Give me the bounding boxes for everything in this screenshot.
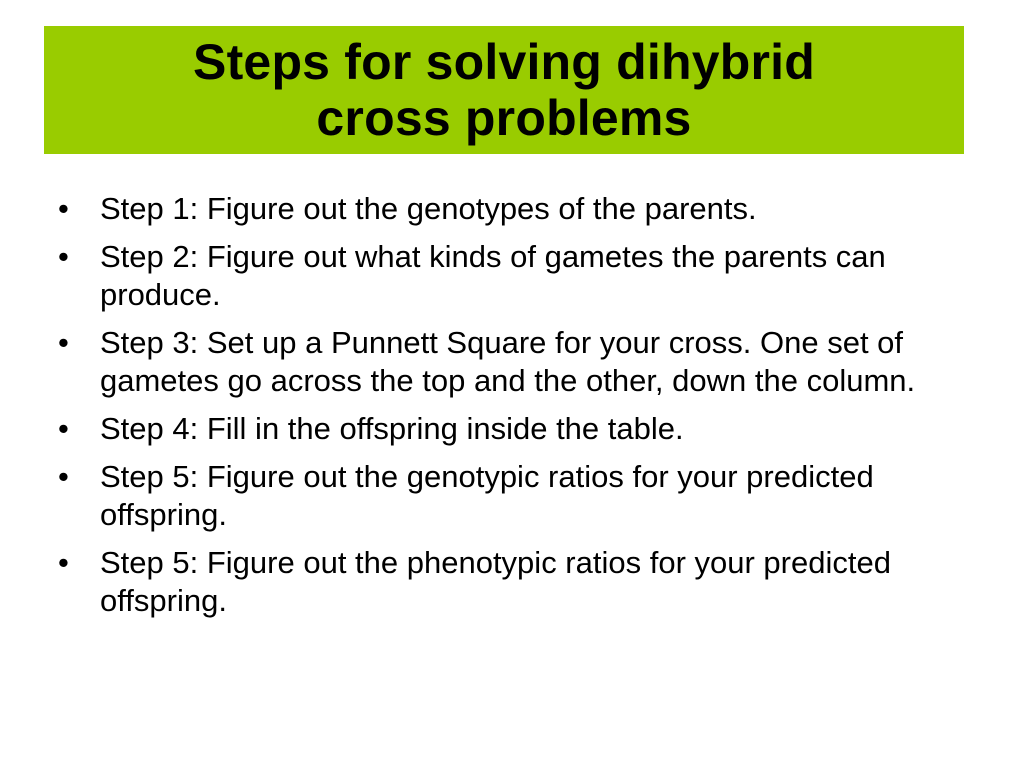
bullet-item-step-2 bbox=[58, 238, 978, 314]
bullet-text: Step 2: Figure out what kinds of gametes the parents can produce. bbox=[100, 239, 886, 312]
bullet-item-step-5-genotypic bbox=[58, 458, 978, 534]
bullet-dot-icon: • bbox=[58, 239, 69, 274]
bullet-dot-icon: • bbox=[58, 325, 69, 360]
bullet-dot-icon: • bbox=[58, 191, 69, 226]
bullet-item-step-5-phenotypic bbox=[58, 544, 978, 620]
bullet-dot-icon: • bbox=[58, 459, 69, 494]
slide-title bbox=[193, 34, 815, 146]
bullet-item-step-3 bbox=[58, 324, 978, 400]
bullet-item-step-4 bbox=[58, 410, 978, 448]
title-line-2: cross problems bbox=[316, 90, 692, 146]
bullet-text: Step 4: Fill in the offspring inside the table. bbox=[100, 411, 684, 446]
bullet-text: Step 5: Figure out the genotypic ratios for your predicted offspring. bbox=[100, 459, 874, 532]
bullet-item-step-1 bbox=[58, 190, 978, 228]
bullet-text: Step 3: Set up a Punnett Square for your cross. One set of gametes go across the top and the other, down the column. bbox=[100, 325, 916, 398]
bullet-dot-icon: • bbox=[58, 411, 69, 446]
title-banner bbox=[44, 26, 964, 154]
bullet-text: Step 1: Figure out the genotypes of the parents. bbox=[100, 191, 757, 226]
bullet-list bbox=[58, 190, 978, 630]
title-line-1: Steps for solving dihybrid bbox=[193, 34, 815, 90]
bullet-text: Step 5: Figure out the phenotypic ratios for your predicted offspring. bbox=[100, 545, 891, 618]
bullet-dot-icon: • bbox=[58, 545, 69, 580]
